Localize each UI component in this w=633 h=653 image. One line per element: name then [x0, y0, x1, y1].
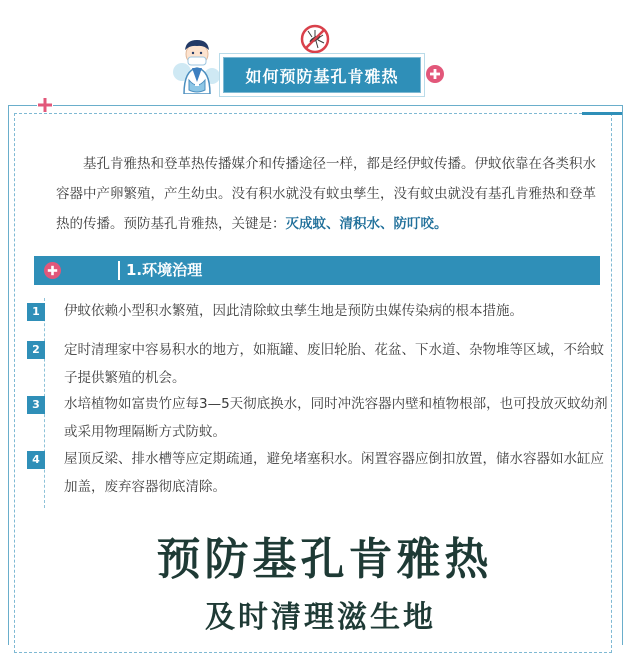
intro-text: 基孔肯雅热和登革热传播媒介和传播途径一样，都是经伊蚊传播。伊蚊依靠在各类积水容器中产卵繁殖，产生幼虫。没有积水就没有蚊虫孳生，没有蚊虫就没有基孔肯雅热和登革热的传播。预防基孔肯雅热，关键是：	[56, 156, 596, 232]
no-mosquito-icon	[300, 24, 330, 54]
intro-paragraph	[56, 149, 604, 239]
poster-title: 预防基孔肯雅热	[156, 534, 493, 585]
list-item: 伊蚊依赖小型积水繁殖，因此清除蚊虫孳生地是预防虫媒传染病的根本措施。	[64, 303, 523, 319]
list-number-badge: 3	[27, 396, 45, 414]
frame-top-border	[8, 105, 622, 106]
section-title: 1.环境治理	[126, 261, 203, 279]
list-number-badge: 4	[27, 451, 45, 469]
list-item: 水培植物如富贵竹应每3—5天彻底换水，同时冲洗容器内壁和植物根部，也可投放灭蚊幼剂或采用物理隔断方式防蚊。	[64, 396, 608, 440]
section-divider	[118, 261, 120, 280]
frame-corner-accent	[582, 112, 622, 115]
plus-icon	[37, 97, 53, 113]
list-item: 定时清理家中容易积水的地方，如瓶罐、废旧轮胎、花盆、下水道、杂物堆等区域，不给蚊子提供繁殖的机会。	[64, 342, 604, 386]
page-title: 如何预防基孔肯雅热	[223, 57, 421, 93]
section-banner	[34, 256, 600, 285]
intro-key-points: 灭成蚊、清积水、防叮咬。	[285, 216, 448, 232]
plus-circle-icon	[426, 65, 444, 83]
list-number-badge: 2	[27, 341, 45, 359]
list-number-badge: 1	[27, 303, 45, 321]
list-item: 屋顶反梁、排水槽等应定期疏通，避免堵塞积水。闲置容器应倒扣放置，储水容器如水缸应加盖，废弃容器彻底清除。	[64, 451, 604, 495]
poster-subtitle: 及时清理滋生地	[205, 600, 436, 635]
doctor-icon	[172, 32, 222, 94]
plus-circle-icon	[44, 262, 61, 279]
